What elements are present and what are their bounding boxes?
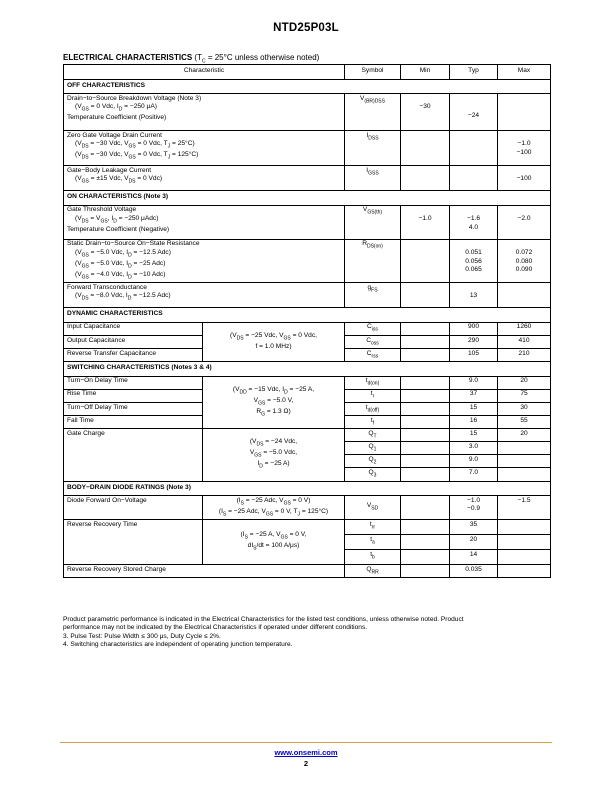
test-conditions: ($I_S = -25$ Adc, $V_{GS} = 0$ V) ($I_S = -25$ Adc, $V_{GS} = 0$ V, $T_J = 125^\circ C$) [203,496,345,520]
table-row: Gate Charge ($V_{DS} = -24$ Vdc, $V_{GS} = -5.0$ Vdc, $I_D = -25$ A) $Q_T$ 15 20 [64,429,551,442]
table-row: Turn−Off Delay Time $t_{d(off)}$ 15 30 [64,402,551,415]
table-row: $Q_2$ 9.0 [64,455,551,468]
table-row: Drain−to−Source Breakdown Voltage (Note 3) ($V_{GS} = 0$ Vdc, $I_D = -250$ μA) Temperature Coefficient (Positive) $V_{(BR)DSS}$ −30 −24 [64,94,551,131]
test-conditions: ($V_{DS} = -25$ Vdc, $V_{GS} = 0$ Vdc, f = 1.0 MHz) [203,322,345,361]
section-row-dynamic: DYNAMIC CHARACTERISTICS [64,308,551,323]
footnote-line: 4. Switching characteristics are independent of operating junction temperature. [63,640,293,648]
section-row-off: OFF CHARACTERISTICS [64,79,551,94]
table-row: Input Capacitance ($V_{DS} = -25$ Vdc, $V_{GS} = 0$ Vdc, f = 1.0 MHz) $C_{iss}$ 900 1260 [64,322,551,335]
table-row: $Q_3$ 7.0 [64,468,551,481]
section-row-on: ON CHARACTERISTICS (Note 3) [64,191,551,206]
header-characteristic: Characteristic [64,65,345,80]
test-conditions: ($V_{DS} = -24$ Vdc, $V_{GS} = -5.0$ Vdc, $I_D = -25$ A) [203,429,345,481]
table-row: $t_b$ 14 [64,550,551,565]
section-row-body-diode: BODY−DRAIN DIODE RATINGS (Note 3) [64,481,551,496]
table-row: $t_a$ 20 [64,535,551,550]
table-row: Reverse Recovery Stored Charge $Q_{RR}$ 0.035 [64,565,551,578]
test-conditions: ($I_S = -25$ A, $V_{GS} = 0$ V, $dI_S/dt = 100$ A/μs) [203,520,345,565]
table-row: Static Drain−to−Source On−State Resistance ($V_{GS} = -5.0$ Vdc, $I_D = -12.5$ Adc) ($V_{GS} = -5.0$ Vdc, $I_D = -25$ Adc) ($V_{GS} = -4.0$ Vdc, $I_D = -10$ Adc) $R_{DS(on)}$ 0.051 0.056 0.065 0.072 0.080 0.090 [64,239,551,283]
footnote-line: 3. Pulse Test: Pulse Width ≤ 300 μs, Duty Cycle ≤ 2%. [63,632,221,640]
header-typ: Typ [450,65,498,80]
table-row: $Q_1$ 3.0 [64,442,551,455]
table-header-row [64,65,551,80]
electrical-characteristics-table [63,64,551,578]
table-row: Gate−Body Leakage Current ($V_{GS} = \pm 15$ Vdc, $V_{DS} = 0$ Vdc) $I_{GSS}$ −100 [64,166,551,191]
table-row: Output Capacitance $C_{oss}$ 290 410 [64,335,551,348]
header-min: Min [401,65,450,80]
footer-website-link[interactable]: www.onsemi.com [274,748,338,757]
table-row: Forward Transconductance ($V_{DS} = -8.0$ Vdc, $I_D = -12.5$ Adc) $g_{FS}$ 13 [64,283,551,308]
table-row: Diode Forward On−Voltage ($I_S = -25$ Adc, $V_{GS} = 0$ V) ($I_S = -25$ Adc, $V_{GS} = 0$ V, $T_J = 125^\circ C$) $V_{SD}$ −1.0 −0.9 −1.5 [64,496,551,520]
symbol-cell: $V_{(BR)DSS}$ [345,94,401,131]
table-row: Zero Gate Voltage Drain Current ($V_{DS} = -30$ Vdc, $V_{GS} = 0$ Vdc, $T_J = 25^\circ C$) ($V_{DS} = -30$ Vdc, $V_{GS} = 0$ Vdc, $T_J = 125^\circ C$) $I_{DSS}$ −1.0 −100 [64,131,551,166]
table-row: Gate Threshold Voltage ($V_{DS} = V_{GS}$, $I_D = -250$ μAdc) Temperature Coefficient (Negative) $V_{GS(th)}$ −1.0 −1.6 4.0 −2.0 [64,205,551,239]
page-number: 2 [303,759,309,768]
header-symbol: Symbol [345,65,401,80]
table-row: Reverse Recovery Time ($I_S = -25$ A, $V_{GS} = 0$ V, $dI_S/dt = 100$ A/μs) $t_{rr}$ 35 [64,520,551,535]
table-row: Reverse Transfer Capacitance $C_{rss}$ 105 210 [64,349,551,362]
document-title: NTD25P03L [273,22,339,34]
footnote-line: Product parametric performance is indicated in the Electrical Characteristics for the listed test conditions, unless otherwise noted. Product [63,616,464,623]
table-row: Rise Time $t_r$ 37 75 [64,389,551,402]
test-conditions: ($V_{DD} = -15$ Vdc, $I_D = -25$ A, $V_{GS} = -5.0$ V, $R_G = 1.3$ Ω) [203,376,345,428]
table-title: ELECTRICAL CHARACTERISTICS ($T_C = 25^\circ C$ unless otherwise noted) [63,53,320,65]
table-row: Fall Time $t_f$ 16 55 [64,416,551,429]
footer-divider [60,742,552,743]
table-row: Turn−On Delay Time ($V_{DD} = -15$ Vdc, $I_D = -25$ A, $V_{GS} = -5.0$ V, $R_G = 1.3$ Ω) $t_{d(on)}$ 9.0 20 [64,376,551,389]
footnote-line: performance may not be indicated by the Electrical Characteristics if operated under different conditions. [63,624,368,632]
section-row-switching: SWITCHING CHARACTERISTICS (Notes 3 & 4) [64,362,551,377]
header-max: Max [498,65,551,80]
footnotes [63,616,553,649]
